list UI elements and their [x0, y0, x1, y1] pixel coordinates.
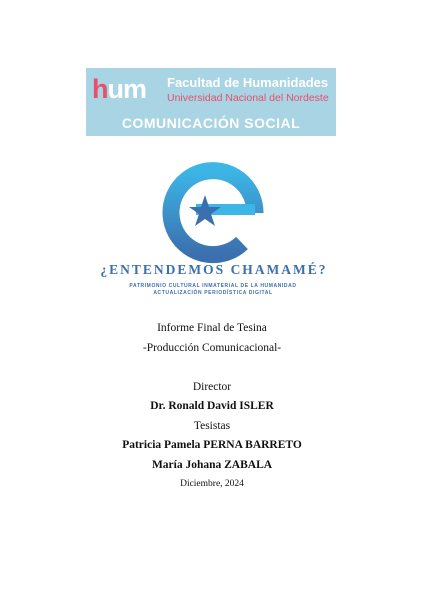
banner-header: [86, 68, 336, 108]
hum-logo-letter-h: h: [92, 74, 108, 104]
report-type: Informe Final de Tesina: [157, 322, 267, 334]
entendemos-chamame-logo-icon: [158, 158, 268, 268]
director-label: Director: [192, 381, 232, 393]
hum-logo: [92, 74, 146, 104]
project-subtitle-digital: ACTUALIZACIÓN PERIODÍSTICA DIGITAL: [153, 290, 273, 296]
faculty-banner: [86, 68, 336, 136]
author-1: Patricia Pamela PERNA BARRETO: [122, 439, 302, 451]
author-2: María Johana ZABALA: [151, 459, 273, 471]
director-name: Dr. Ronald David ISLER: [150, 400, 274, 412]
university-name: Universidad Nacional del Nordeste: [167, 92, 329, 104]
report-date: Diciembre, 2024: [180, 479, 244, 489]
faculty-name: Facultad de Humanidades: [167, 75, 329, 90]
report-subtype: -Producción Comunicacional-: [142, 342, 282, 354]
project-title: ¿ENTENDEMOS CHAMAMÉ?: [100, 262, 328, 277]
thesis-authors-label: Tesistas: [193, 420, 231, 432]
hum-logo-letter-u: u: [107, 74, 123, 104]
project-subtitle-heritage: PATRIMONIO CULTURAL INMATERIAL DE LA HUMANIDAD: [129, 283, 297, 289]
hum-logo-letter-m: m: [123, 74, 147, 104]
program-name: COMUNICACIÓN SOCIAL: [121, 115, 301, 131]
